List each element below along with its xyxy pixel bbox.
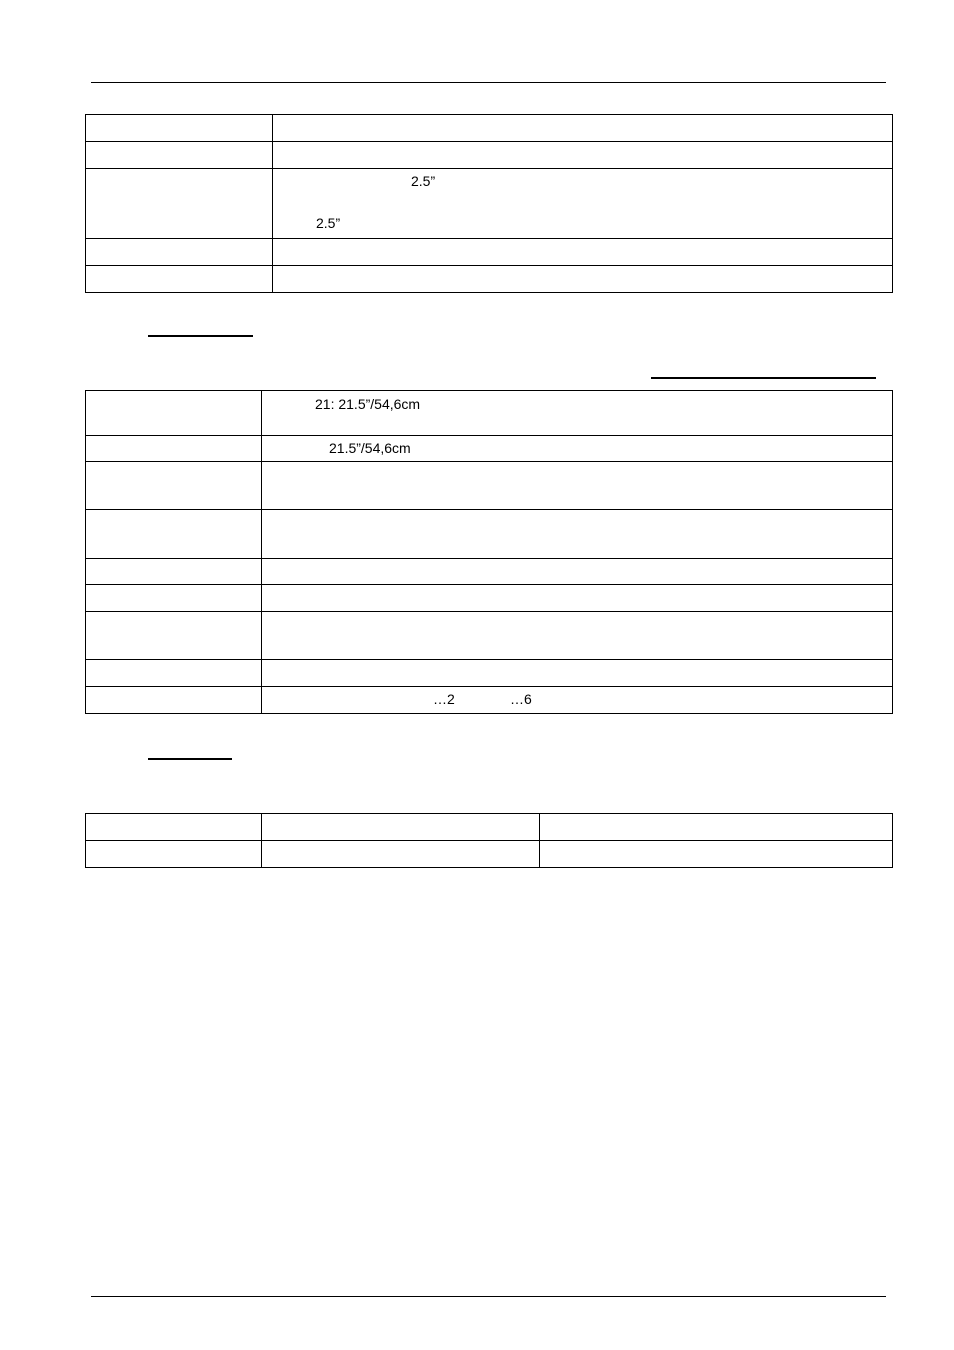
footer-rule: [91, 1296, 886, 1297]
table-row: [86, 612, 893, 660]
section-heading-underline: [148, 335, 253, 337]
section-heading-underline: [148, 758, 232, 760]
table-row: [86, 391, 893, 436]
cell-value: 2.5”: [316, 215, 341, 231]
table-row: [86, 841, 893, 868]
table-row: [86, 510, 893, 559]
heading-underline: [651, 377, 876, 379]
cell-value: 21.5”/54,6cm: [329, 440, 411, 456]
table-row: [86, 115, 893, 142]
table-row: [86, 585, 893, 612]
table-row: [86, 814, 893, 841]
table-row: [86, 266, 893, 293]
cell-value: 21: 21.5”/54,6cm: [315, 396, 421, 412]
spec-table-3: [85, 813, 893, 868]
cell-value: …2: [433, 691, 455, 707]
table-row: [86, 436, 893, 462]
header-rule: [91, 82, 886, 83]
table-row: [86, 239, 893, 266]
table-row: [86, 142, 893, 169]
table-row: [86, 169, 893, 239]
spec-table-1: [85, 114, 893, 293]
table-row: [86, 462, 893, 510]
table-row: [86, 559, 893, 585]
cell-value: …6: [510, 691, 532, 707]
cell-value: 2.5”: [411, 173, 436, 189]
table-row: [86, 687, 893, 714]
spec-table-2: [85, 390, 893, 714]
table-row: [86, 660, 893, 687]
